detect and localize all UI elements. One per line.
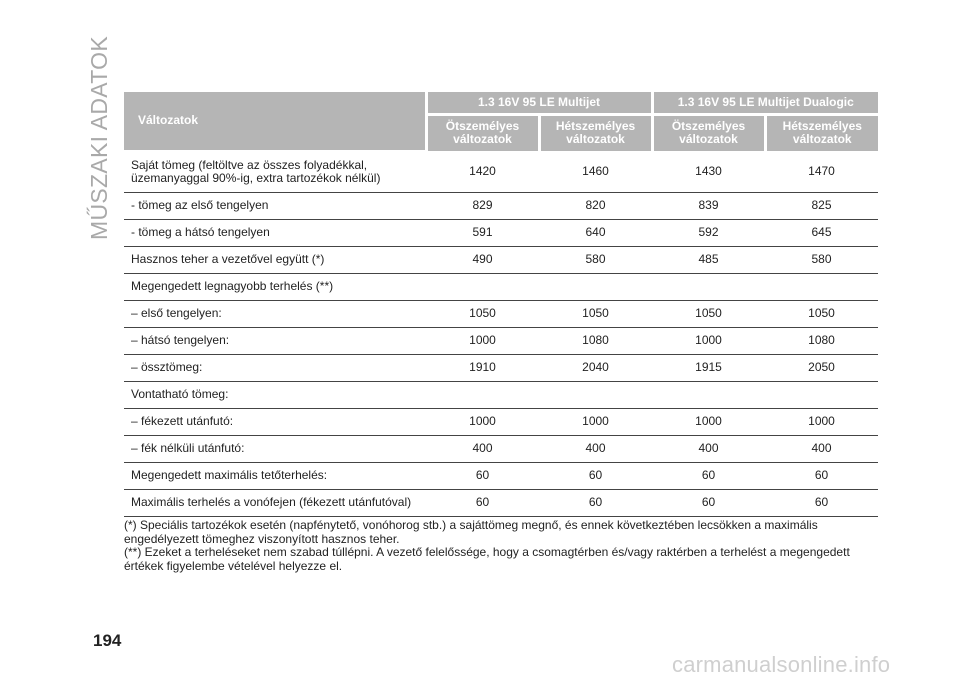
- table-row: [124, 151, 878, 192]
- cell-value: 60: [539, 462, 652, 489]
- footnote: (**) Ezeket a terheléseket nem szabad túllépni. A vezető felelőssége, hogy a csomagtérben és/vagy raktérben a terhelést a megengedett értékek figyelembe vételével helyezze el.: [124, 545, 850, 573]
- cell-value: 60: [539, 489, 652, 516]
- row-label: – első tengelyen:: [124, 300, 426, 327]
- row-label: Megengedett maximális tetőterhelés:: [124, 462, 426, 489]
- footnotes: [124, 519, 884, 573]
- row-label: Hasznos teher a vezetővel együtt (*): [124, 246, 426, 273]
- footnote: (*) Speciális tartozékok esetén (napfénytető, vonóhorog stb.) a sajáttömeg megnő, és ennek következtében lecsökken a maximális engedélyezett tömeghez viszonyított hasznos teher.: [124, 518, 818, 546]
- cell-value: 1050: [539, 300, 652, 327]
- cell-value: 1000: [539, 408, 652, 435]
- cell-value: 2050: [765, 354, 878, 381]
- cell-value: 592: [652, 219, 765, 246]
- cell-value: [539, 273, 652, 300]
- cell-value: [652, 381, 765, 408]
- table-row: [124, 435, 878, 462]
- cell-value: [765, 273, 878, 300]
- row-label: - tömeg az első tengelyen: [124, 192, 426, 219]
- cell-value: 60: [765, 462, 878, 489]
- engine-header-row: [124, 92, 878, 114]
- engine-group-header: 1.3 16V 95 LE Multijet Dualogic: [652, 92, 878, 114]
- cell-value: [765, 381, 878, 408]
- cell-value: 2040: [539, 354, 652, 381]
- technical-data-table: [124, 92, 878, 517]
- engine-group-header: 1.3 16V 95 LE Multijet: [426, 92, 652, 114]
- row-label: Saját tömeg (feltöltve az összes folyadékkal, üzemanyaggal 90%-ig, extra tartozékok nélkül): [124, 151, 426, 192]
- table-row: [124, 462, 878, 489]
- row-label: Megengedett legnagyobb terhelés (**): [124, 273, 426, 300]
- cell-value: 60: [652, 489, 765, 516]
- cell-value: 1080: [765, 327, 878, 354]
- cell-value: 1420: [426, 151, 539, 192]
- table-row: [124, 192, 878, 219]
- table-row: [124, 408, 878, 435]
- row-label: - tömeg a hátsó tengelyen: [124, 219, 426, 246]
- cell-value: 1000: [765, 408, 878, 435]
- cell-value: 485: [652, 246, 765, 273]
- variant-sub-header: Hétszemélyes változatok: [765, 114, 878, 151]
- cell-value: 400: [539, 435, 652, 462]
- watermark: carmanualsonline.info: [672, 652, 891, 677]
- table-row: [124, 381, 878, 408]
- cell-value: 1000: [426, 327, 539, 354]
- table-row: [124, 219, 878, 246]
- variant-sub-header: Hétszemélyes változatok: [539, 114, 652, 151]
- cell-value: [426, 273, 539, 300]
- cell-value: 1050: [765, 300, 878, 327]
- cell-value: 60: [765, 489, 878, 516]
- row-label: Maximális terhelés a vonófejen (fékezett utánfutóval): [124, 489, 426, 516]
- cell-value: 1000: [426, 408, 539, 435]
- row-label: – fékezett utánfutó:: [124, 408, 426, 435]
- cell-value: 1915: [652, 354, 765, 381]
- table-row: [124, 354, 878, 381]
- row-label: – fék nélküli utánfutó:: [124, 435, 426, 462]
- page-number: 194: [93, 631, 122, 650]
- cell-value: 1910: [426, 354, 539, 381]
- variant-sub-header: Ötszemélyes változatok: [426, 114, 539, 151]
- cell-value: [426, 381, 539, 408]
- cell-value: 400: [426, 435, 539, 462]
- cell-value: 580: [765, 246, 878, 273]
- cell-value: 645: [765, 219, 878, 246]
- cell-value: 60: [652, 462, 765, 489]
- cell-value: 1460: [539, 151, 652, 192]
- table-row: [124, 300, 878, 327]
- cell-value: 1050: [652, 300, 765, 327]
- cell-value: 60: [426, 462, 539, 489]
- cell-value: 400: [765, 435, 878, 462]
- cell-value: 400: [652, 435, 765, 462]
- row-label: – hátsó tengelyen:: [124, 327, 426, 354]
- row-label: – össztömeg:: [124, 354, 426, 381]
- cell-value: 1080: [539, 327, 652, 354]
- cell-value: 1470: [765, 151, 878, 192]
- row-label: Vontatható tömeg:: [124, 381, 426, 408]
- cell-value: 60: [426, 489, 539, 516]
- cell-value: 839: [652, 192, 765, 219]
- cell-value: [539, 381, 652, 408]
- cell-value: 640: [539, 219, 652, 246]
- cell-value: 1000: [652, 327, 765, 354]
- cell-value: 1000: [652, 408, 765, 435]
- cell-value: 829: [426, 192, 539, 219]
- cell-value: [652, 273, 765, 300]
- cell-value: 825: [765, 192, 878, 219]
- cell-value: 591: [426, 219, 539, 246]
- variant-sub-header: Ötszemélyes változatok: [652, 114, 765, 151]
- table-row: [124, 489, 878, 516]
- cell-value: 580: [539, 246, 652, 273]
- cell-value: 820: [539, 192, 652, 219]
- cell-value: 1050: [426, 300, 539, 327]
- section-side-title: MŰSZAKI ADATOK: [86, 35, 112, 240]
- cell-value: 490: [426, 246, 539, 273]
- cell-value: 1430: [652, 151, 765, 192]
- table-row: [124, 327, 878, 354]
- variant-column-header: Változatok: [124, 92, 426, 151]
- table-row: [124, 246, 878, 273]
- table-row: [124, 273, 878, 300]
